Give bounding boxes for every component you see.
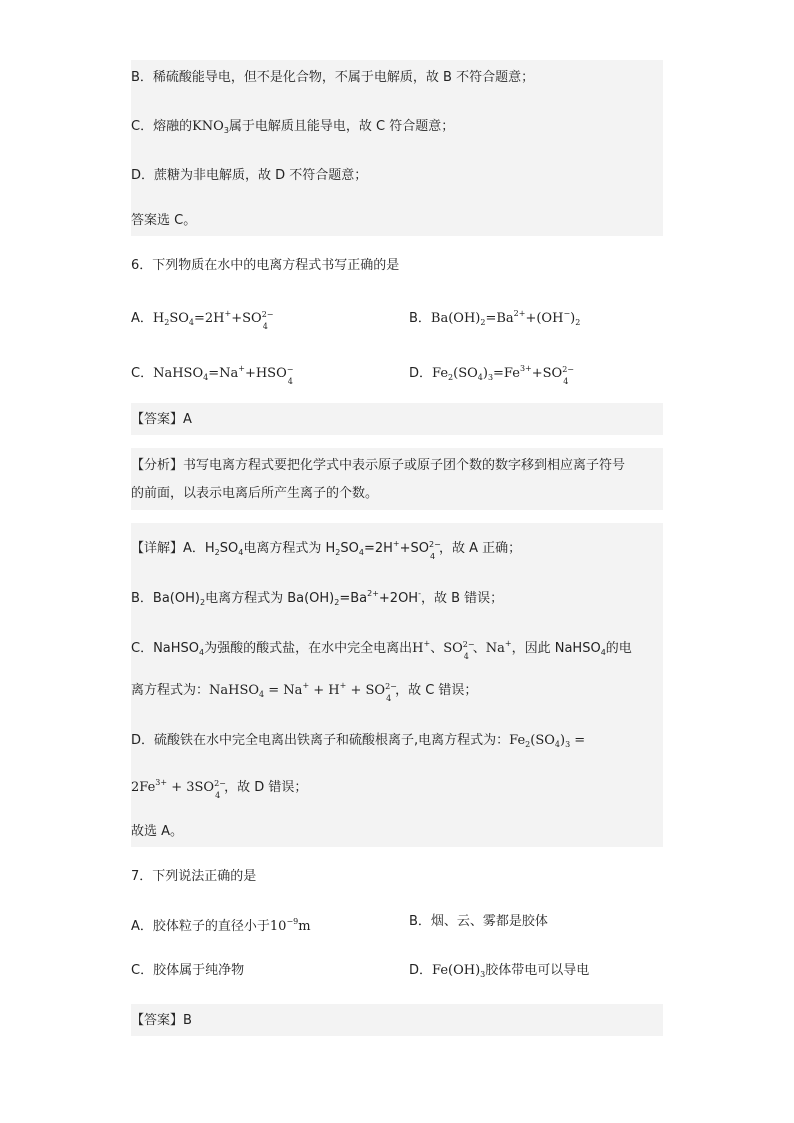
q6-analysis-line-1: 【分析】书写电离方程式要把化学式中表示原子或原子团个数的数字移到相应离子符号 [131,458,626,473]
q6-detail-c-line-1: C．NaHSO$_4$为强酸的酸式盐，在水中完全电离出H+、SO 2− 4 、Na+，因此 NaHSO$_4$的电 [131,639,632,661]
q7-option-b: B．烟、云、雾都是胶体 [409,914,548,929]
q6-option-b: B．$Ba(OH)_2=Ba^{2+}+(OH^-)_2$ [409,309,581,327]
q6-detail-d-line-2: $2Fe^{3+} + 3SO$ 2− 4 ，故 D 错误； [131,778,308,800]
q6-conclusion: 故选 A。 [131,824,184,839]
q6-detail-a: 【详解】A．$H_2SO_4$电离方程式为 $H_2SO_4=2H^++SO$ 2− 4 ，故 A 正确； [131,539,522,561]
q6-option-a: A．$H_2SO_4=2H^++SO$ 2− 4 [131,309,274,331]
q7-answer: 【答案】B [131,1013,192,1028]
q5-option-c-explanation: C．熔融的$KNO_3$属于电解质且能导电，故 C 符合题意； [131,119,455,135]
q6-detail-b: B．$Ba(OH)_2$电离方程式为 $Ba(OH)_2=Ba^{2+}+2OH^-$，故 B 错误； [131,589,504,607]
q6-option-c: C．NaHSO$_4$=Na++HSO − 4 [131,364,294,386]
q7-option-a: A．胶体粒子的直径小于$10^{-9}m$ [131,917,311,934]
q7-option-c: C．胶体属于纯净物 [131,963,245,978]
q6-detail-d-line-1: D．硫酸铁在水中完全电离出铁离子和硫酸根离子,电离方程式为：$Fe_2(SO_4)_3$ = [131,733,586,749]
q6-detail-c-line-2: 离方程式为：NaHSO$_4$ = Na+ + H+ + SO 2− 4 ，故 C 错误； [131,681,478,703]
q6-analysis-line-2: 的前面，以表示电离后所产生离子的个数。 [131,486,379,501]
q7-option-d: D．$Fe(OH)_3$胶体带电可以导电 [409,963,590,979]
q5-option-b-explanation: B．稀硫酸能导电，但不是化合物，不属于电解质，故 B 不符合题意； [131,70,535,85]
q5-option-d-explanation: D．蔗糖为非电解质，故 D 不符合题意； [131,168,368,183]
q6-option-d: D．$Fe_2(SO_4)_3=Fe^{3+}+SO$ 2− 4 [409,364,574,386]
q5-answer-conclusion: 答案选 C。 [131,213,197,228]
q7-stem: 7．下列说法正确的是 [131,869,257,884]
q6-stem: 6．下列物质在水中的电离方程式书写正确的是 [131,258,400,273]
q6-answer: 【答案】A [131,412,192,427]
